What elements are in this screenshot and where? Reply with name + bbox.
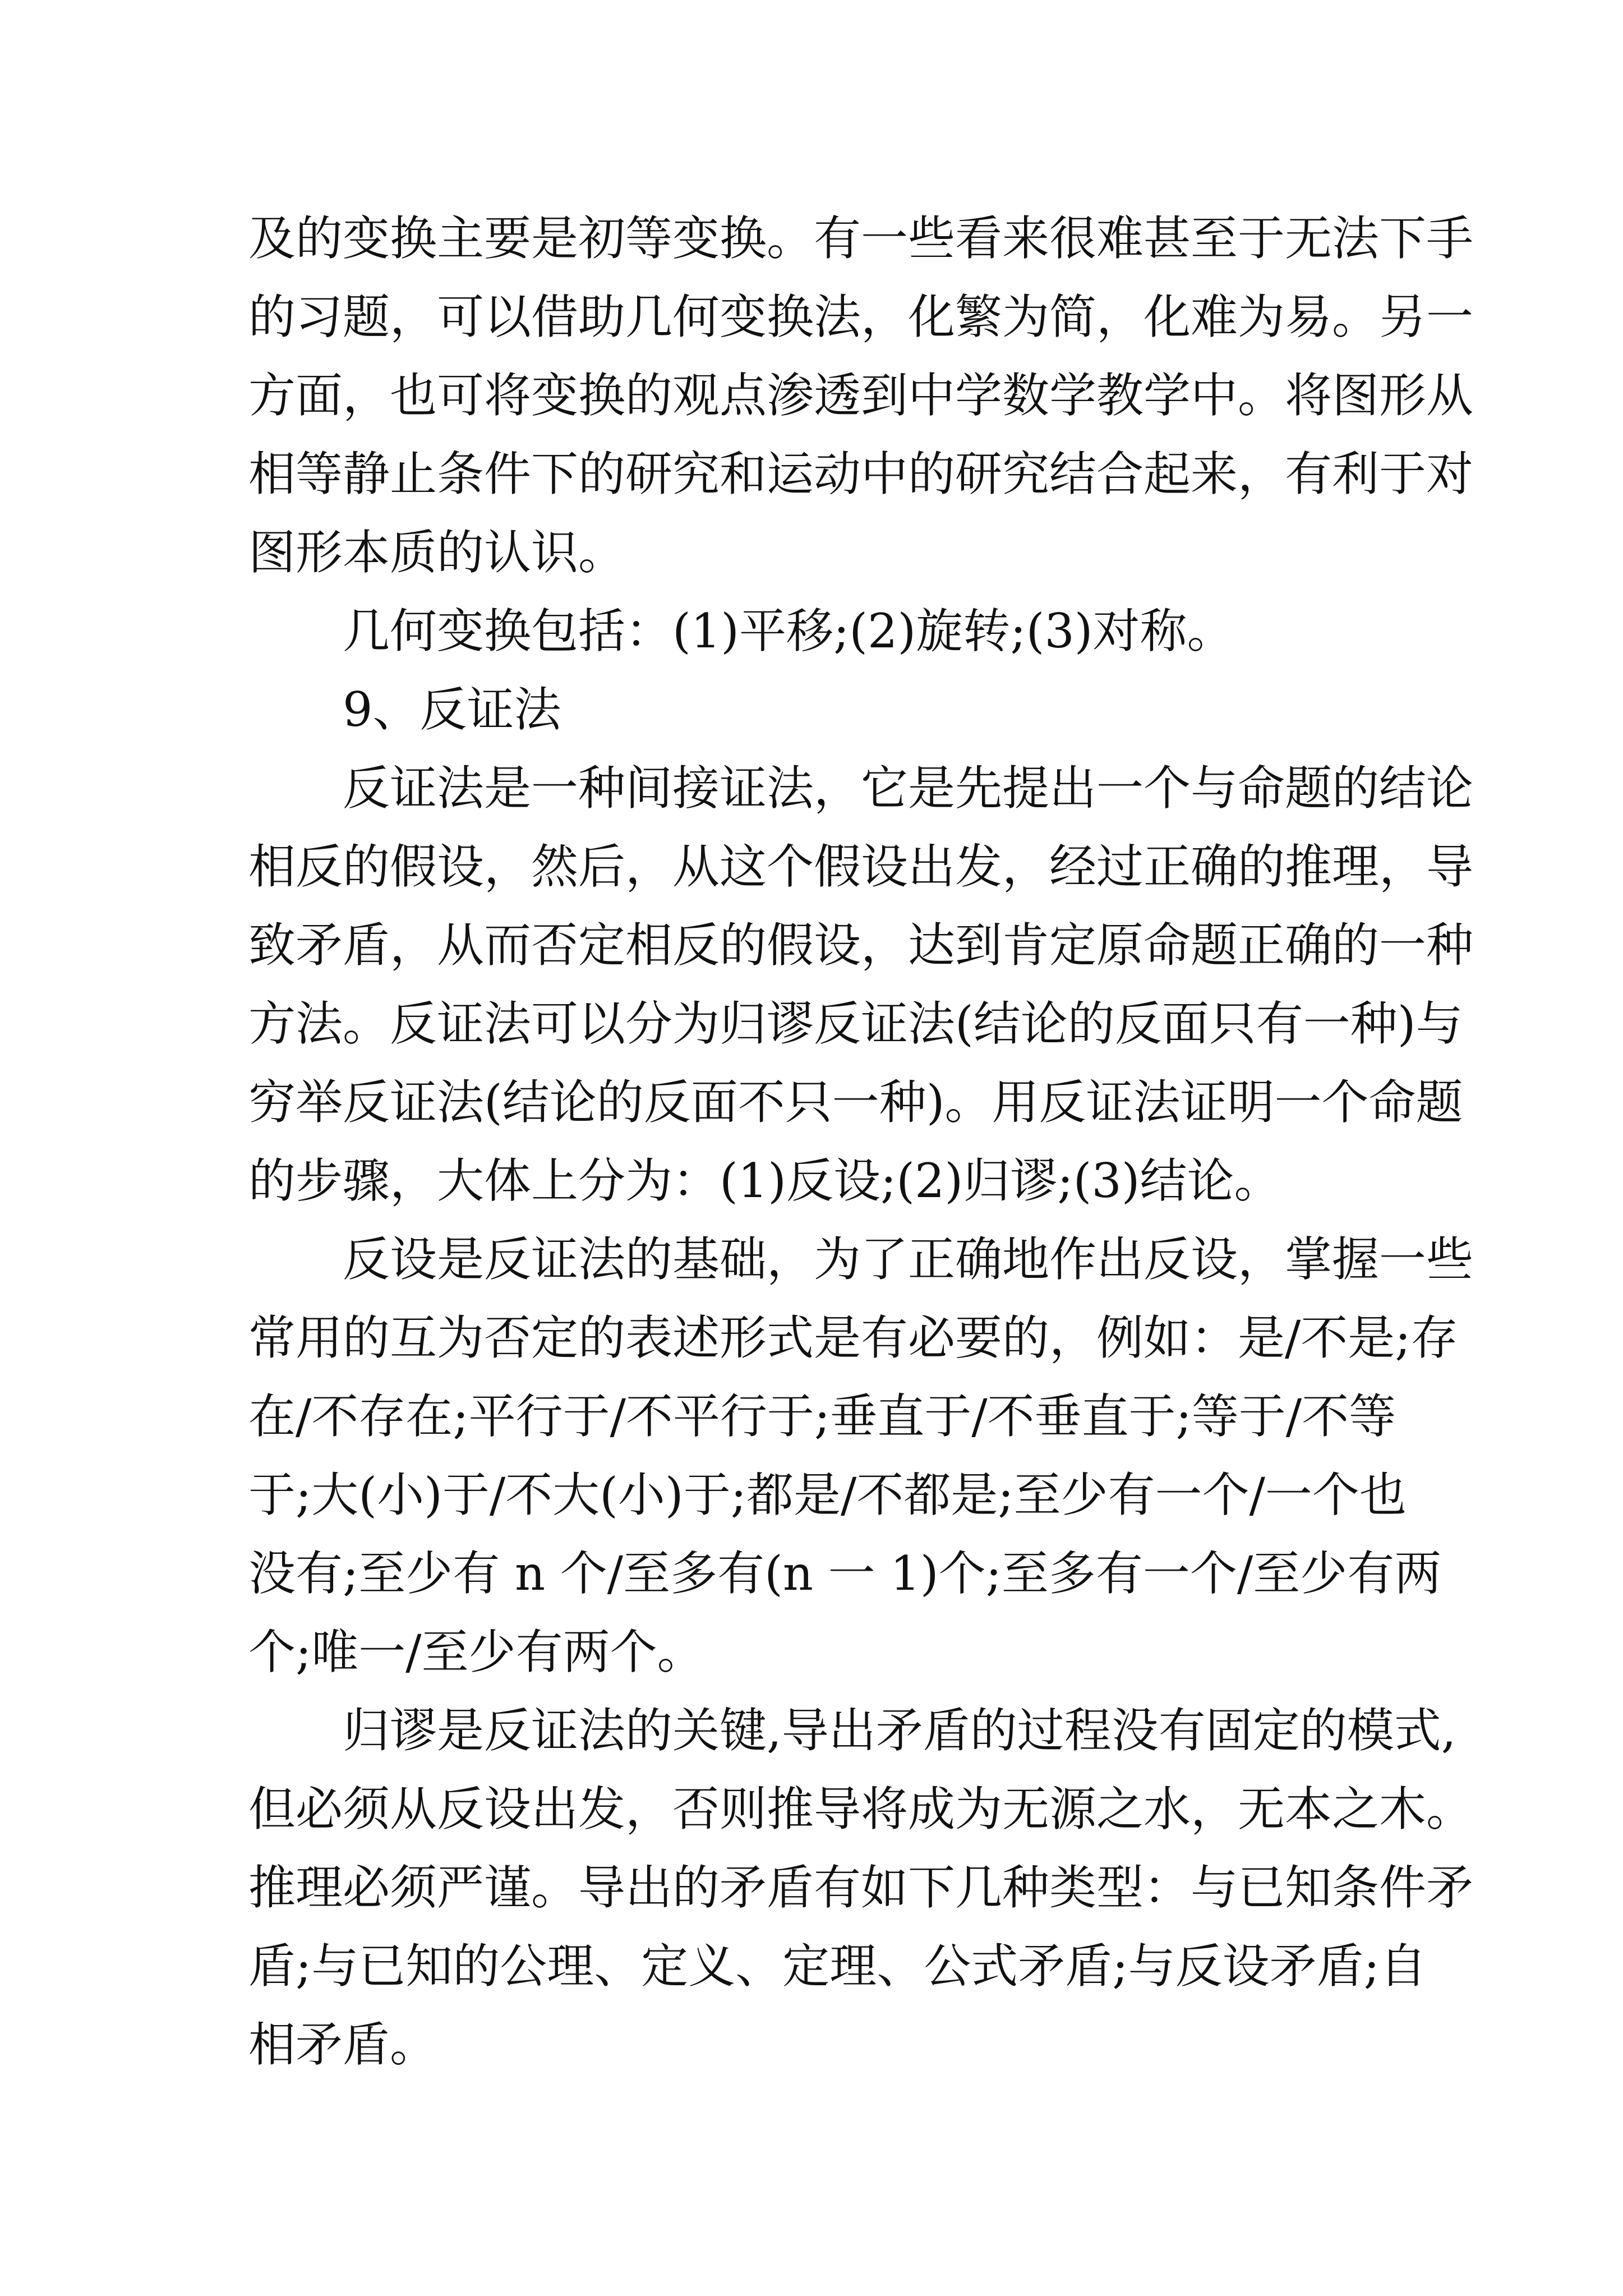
text-line: 归谬是反证法的关键,导出矛盾的过程没有固定的模式, bbox=[343, 1703, 1456, 1758]
text-line: 几何变换包括：(1)平移;(2)旋转;(3)对称。 bbox=[343, 604, 1234, 659]
text-line: 盾;与已知的公理、定义、定理、公式矛盾;与反设矛盾;自 bbox=[248, 1939, 1427, 1994]
body-text bbox=[248, 199, 1474, 2084]
text-line: 相矛盾。 bbox=[248, 2017, 437, 2072]
text-line: 相等静止条件下的研究和运动中的研究结合起来，有利于对 bbox=[248, 447, 1474, 501]
text-line: 个;唯一/至少有两个。 bbox=[248, 1625, 704, 1680]
text-line: 反证法是一种间接证法，它是先提出一个与命题的结论 bbox=[343, 761, 1474, 816]
section-heading: 9、反证法 bbox=[343, 682, 561, 737]
text-line: 在/不存在;平行于/不平行于;垂直于/不垂直于;等于/不等 bbox=[248, 1389, 1396, 1444]
text-line: 相反的假设，然后，从这个假设出发，经过正确的推理，导 bbox=[248, 839, 1474, 894]
text-line: 但必须从反设出发，否则推导将成为无源之水，无本之木。 bbox=[248, 1782, 1474, 1837]
text-line: 的习题，可以借助几何变换法，化繁为简，化难为易。另一 bbox=[248, 289, 1474, 344]
text-line: 致矛盾，从而否定相反的假设，达到肯定原命题正确的一种 bbox=[248, 918, 1474, 973]
text-line: 方面，也可将变换的观点渗透到中学数学教学中。将图形从 bbox=[248, 368, 1474, 423]
text-line: 方法。反证法可以分为归谬反证法(结论的反面只有一种)与 bbox=[248, 996, 1463, 1051]
text-line: 穷举反证法(结论的反面不只一种)。用反证法证明一个命题 bbox=[248, 1075, 1463, 1130]
text-line: 于;大(小)于/不大(小)于;都是/不都是;至少有一个/一个也 bbox=[248, 1467, 1407, 1522]
text-line: 反设是反证法的基础，为了正确地作出反设，掌握一些 bbox=[343, 1232, 1474, 1287]
text-line: 没有;至少有 n 个/至多有(n 一 1)个;至多有一个/至少有两 bbox=[248, 1546, 1442, 1601]
text-line: 常用的互为否定的表述形式是有必要的，例如：是/不是;存 bbox=[248, 1310, 1458, 1365]
text-line: 及的变换主要是初等变换。有一些看来很难甚至于无法下手 bbox=[248, 211, 1474, 266]
text-line: 图形本质的认识。 bbox=[248, 525, 626, 580]
text-line: 的步骤，大体上分为：(1)反设;(2)归谬;(3)结论。 bbox=[248, 1153, 1281, 1208]
text-line: 推理必须严谨。导出的矛盾有如下几种类型：与已知条件矛 bbox=[248, 1860, 1474, 1915]
